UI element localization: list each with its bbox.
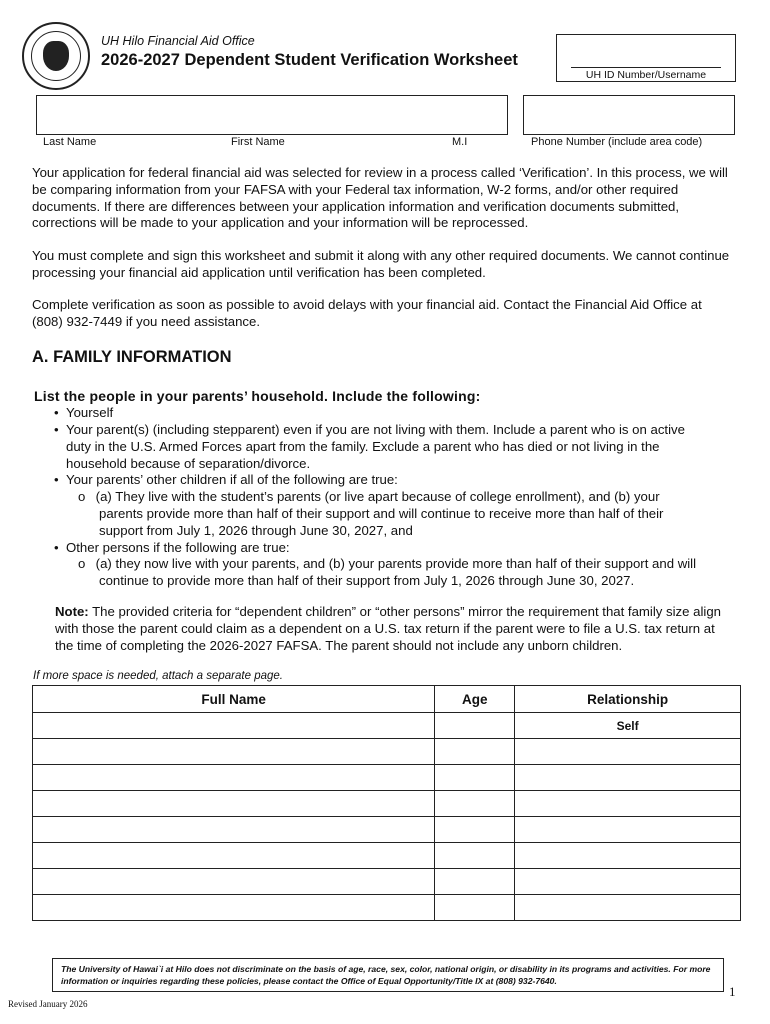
uh-id-field[interactable] bbox=[556, 34, 736, 82]
middle-initial-label: M.I bbox=[452, 136, 468, 148]
list-item: • Your parent(s) (including stepparent) even if you are not living with them. Include a parent who is on active bbox=[54, 422, 685, 437]
revised-date: Revised January 2026 bbox=[8, 999, 88, 1009]
table-row[interactable] bbox=[33, 817, 741, 843]
family-table bbox=[32, 685, 741, 921]
cell-age[interactable] bbox=[435, 713, 515, 739]
intro-paragraph-1: Your application for federal financial aid was selected for review in a process called ‘Verification’. In this process, we will be comparing information from your FAFSA with your Federal tax information, W-2 forms, and/or other required documents. If there are differences between your application information and verification documents submitted, corrections will be made to your application and your information will be reprocessed. bbox=[32, 165, 728, 231]
sub-list-item-cont: support from July 1, 2026 through June 30, 2027, and bbox=[99, 523, 413, 538]
university-seal-logo bbox=[22, 22, 90, 90]
page-title: 2026-2027 Dependent Student Verification Worksheet bbox=[101, 51, 518, 69]
table-row[interactable] bbox=[33, 869, 741, 895]
sub-list-item: o (a) they now live with your parents, and (b) your parents provide more than half of their support and will bbox=[78, 556, 697, 571]
list-item: • Yourself bbox=[54, 405, 114, 420]
list-item: • Other persons if the following are true: bbox=[54, 540, 290, 555]
table-row[interactable] bbox=[33, 713, 741, 739]
name-field[interactable] bbox=[36, 95, 508, 135]
table-row[interactable] bbox=[33, 843, 741, 869]
intro-paragraph-3: Complete verification as soon as possible to avoid delays with your financial aid. Contact the Financial Aid Office at (808) 932-7449 if you need assistance. bbox=[32, 297, 702, 329]
list-item-cont: duty in the U.S. Armed Forces apart from the family. Exclude a parent who has died or not living in the bbox=[66, 439, 660, 454]
phone-label: Phone Number (include area code) bbox=[531, 136, 703, 148]
cell-name[interactable] bbox=[33, 713, 435, 739]
office-name: UH Hilo Financial Aid Office bbox=[101, 34, 255, 48]
page-number: 1 bbox=[729, 984, 736, 999]
col-full-name: Full Name bbox=[33, 686, 435, 713]
section-a-title: A. FAMILY INFORMATION bbox=[32, 348, 232, 366]
note-paragraph: Note: The provided criteria for “dependent children” or “other persons” mirror the requirement that family size align with those the parent could claim as a dependent on a U.S. tax return if the parent were to file a U.S. tax return at the time of completing the 2026-2027 FAFSA. The parent should not include any unborn children. bbox=[55, 604, 722, 653]
last-name-label: Last Name bbox=[43, 136, 97, 148]
col-relationship: Relationship bbox=[515, 686, 741, 713]
sub-list-item: o (a) They live with the student’s parents (or live apart because of college enrollment), and (b) your bbox=[78, 489, 660, 504]
phone-field[interactable] bbox=[523, 95, 735, 135]
first-name-label: First Name bbox=[231, 136, 285, 148]
sub-list-item-cont: continue to provide more than half of their support from July 1, 2026 through June 30, 2027. bbox=[99, 573, 635, 588]
nondiscrimination-notice: The University of Hawai`i at Hilo does not discriminate on the basis of age, race, sex, color, national origin, or disability in its programs and activities. For more information or inquiries regarding these policies, please contact the Office of Equal Opportunity/Title IX at (808) 932-7640. bbox=[52, 958, 724, 992]
list-header: List the people in your parents’ household. Include the following: bbox=[34, 388, 481, 404]
table-row[interactable] bbox=[33, 765, 741, 791]
table-row[interactable] bbox=[33, 739, 741, 765]
col-age: Age bbox=[435, 686, 515, 713]
list-item: • Your parents’ other children if all of the following are true: bbox=[54, 472, 398, 487]
sub-list-item-cont: parents provide more than half of their support and will continue to receive more than half of their bbox=[99, 506, 664, 521]
uh-id-label: UH ID Number/Username bbox=[585, 69, 707, 81]
list-item-cont: household because of separation/divorce. bbox=[66, 456, 311, 471]
extra-space-note: If more space is needed, attach a separate page. bbox=[33, 670, 283, 682]
table-row[interactable] bbox=[33, 791, 741, 817]
table-header-row bbox=[33, 686, 741, 713]
cell-relationship-self: Self bbox=[515, 713, 741, 739]
intro-paragraph-2: You must complete and sign this worksheet and submit it along with any other required documents. We cannot continue processing your financial aid application until verification has been completed. bbox=[32, 248, 730, 280]
table-row[interactable] bbox=[33, 895, 741, 921]
